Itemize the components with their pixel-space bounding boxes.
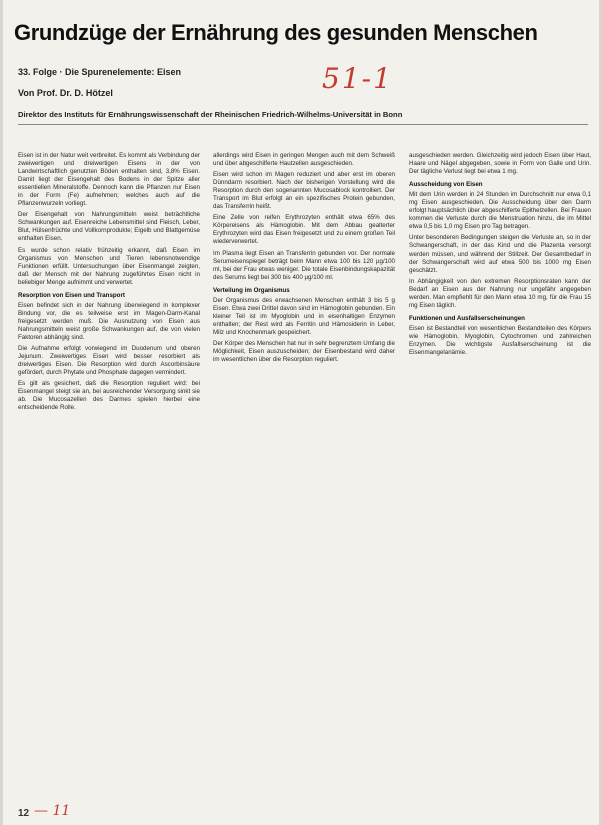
section-heading: Resorption von Eisen und Transport <box>18 291 125 299</box>
paragraph: Eisen ist Bestandteil von wesentlichen Bestandteilen des Körpers wie Hämoglobin, Myoglobin, Cytochromen und zahlreichen Enzymen. Die wichtigste Ausfallserscheinung ist die Eisenmangelanämie. <box>409 324 591 357</box>
paragraph: allerdings wird Eisen in geringen Mengen auch mit dem Schweiß und über abgeschilferte Hautzellen ausgeschieden. <box>213 152 395 168</box>
handwritten-annotation: 51-1 <box>322 62 393 95</box>
text-column-3 <box>409 152 591 807</box>
author-institute: Direktor des Instituts für Ernährungswissenschaft der Rheinischen Friedrich-Wilhelms-Universität in Bonn <box>18 110 403 119</box>
paragraph: Eisen befindet sich in der Nahrung überwiegend in komplexer Bindung vor, die es teilweise erst im Magen-Darm-Kanal freigesetzt werden muß. Die Ausnutzung von Eisen aus Nahrungsmitteln weist große Schwankungen auf, die von vielen Faktoren abhängig sind. <box>18 301 200 341</box>
paragraph: Unter besonderen Bedingungen steigen die Verluste an, so in der Schwangerschaft, in der das Kind und die Plazenta versorgt werden müssen, und während der Stillzeit. Der Gesamtbedarf in der Schwangerschaft wird auf etwa 500 bis 1000 mg Eisen geschätzt. <box>409 234 591 274</box>
paragraph: Im Plasma liegt Eisen an Transferrin gebunden vor. Der normale Serumeisenspiegel beträgt beim Mann etwa 100 bis 120 µg/100 ml, bei der Frau etwas weniger. Die totale Eisenbindungskapazität des Serums liegt bei 300 bis 400 µg/100 ml. <box>213 249 395 281</box>
section-heading: Funktionen und Ausfallserscheinungen <box>409 314 525 322</box>
text-column-1 <box>18 152 200 807</box>
paragraph: Eisen ist in der Natur weit verbreitet. Es kommt als Verbindung der zweiwertigen und dreiwertigen Eisens in der von Landwirtschaftlich genutzten Böden enthalten sind, 3,8% Eisen. Damit liegt der Eisengehalt des Bodens in der Spitze aller essentiellen Mineralstoffe. Dennoch kann die Pflanzen nur Eisen in der Form (Fe) aufnehmen; welches auch auf die Pflanzenwurzeln vorliegt. <box>18 152 200 208</box>
paragraph: ausgeschieden werden. Gleichzeitig wird jedoch Eisen über Haut, Haare und Nägel abgegeben, sowie in Form von Galle und Urin. Der tägliche Verlust liegt bei etwa 1 mg. <box>409 152 591 176</box>
paragraph: Der Organismus des erwachsenen Menschen enthält 3 bis 5 g Eisen. Etwa zwei Drittel davon sind im Hämoglobin gebunden. Ein kleiner Teil ist im Myoglobin und in eisenhaltigen Enzymen enthalten; der Rest wird als Ferritin und Hämosiderin in Leber, Milz und Knochenmark gespeichert. <box>213 296 395 336</box>
section-heading: Ausscheidung von Eisen <box>409 181 483 189</box>
header-divider <box>18 124 588 125</box>
handwritten-page-annotation: — 11 <box>34 803 71 819</box>
paragraph: Es gilt als gesichert, daß die Resorption reguliert wird: bei Eisenmangel steigt sie an, bei ausreichender Versorgung sinkt sie ab. Die Mucosazellen des Darmes spielen hierbei eine entscheidende Rolle. <box>18 380 200 412</box>
article-title: Grundzüge der Ernährung des gesunden Menschen <box>14 20 538 45</box>
article-author: Von Prof. Dr. D. Hötzel <box>18 88 113 98</box>
paragraph: Die Aufnahme erfolgt vorwiegend im Duodenum und oberen Jejunum. Zweiwertiges Eisen wird besser resorbiert als dreiwertiges Eisen. Die Resorption wird durch Ascorbinsäure gefördert, durch Phytate und Phosphate dagegen vermindert. <box>18 345 200 377</box>
paragraph: Eisen wird schon im Magen reduziert und aber erst im oberen Dünndarm resorbiert. Nach der bisherigen Vorstellung wird die Resorption durch den sogenannten Mucosablock kontrolliert. Der Transport im Blut erfolgt an ein spezifisches Protein gebunden, das Transferrin heißt. <box>213 171 395 211</box>
article-series: 33. Folge · Die Spurenelemente: Eisen <box>18 67 182 77</box>
paragraph: Eine Zelle von reifen Erythrozyten enthält etwa 65% des Körpereisens als Hämoglobin. Mit dem Abbau gealterter Erythrozyten wird das Eisen freigesetzt und zu einem großen Teil wiederverwertet. <box>213 214 395 246</box>
section-heading: Verteilung im Organismus <box>213 286 290 294</box>
paragraph: Mit dem Urin werden in 24 Stunden im Durchschnitt nur etwa 0,1 mg Eisen ausgeschieden. Die Ausscheidung über den Darm erfolgt hauptsächlich über abgeschilferte Epithelzellen. Bei Frauen kommen die Verluste durch die Menstruation hinzu, die im Mittel etwa 0,5 bis 1,0 mg Eisen pro Tag betragen. <box>409 191 591 231</box>
paragraph: Es wurde schon relativ frühzeitig erkannt, daß Eisen im Organismus von Menschen und Tieren lebensnotwendige Funktionen erfüllt. Untersuchungen über Eisenmangel zeigten, daß der Mensch mit der Nahrung zugeführtes Eisen nicht in beliebiger Menge aufnimmt und verwertet. <box>18 246 200 286</box>
paragraph: Der Eisengehalt von Nahrungsmitteln weist beträchtliche Schwankungen auf. Eisenreiche Lebensmittel sind Fleisch, Leber, Blut, Hülsenfrüchte und Vollkornprodukte; Eigelb und Blattgemüse enthalten Eisen. <box>18 211 200 243</box>
page-number: 12 <box>18 808 30 819</box>
paragraph: In Abhängigkeit von den extremen Resorptionsraten kann der Bedarf an Eisen aus der Nahrung nur ungefähr angegeben werden. Man empfiehlt für den Mann etwa 10 mg, für die Frau 15 mg Eisen täglich. <box>409 277 591 309</box>
text-column-2 <box>213 152 395 807</box>
paragraph: Der Körper des Menschen hat nur in sehr begrenztem Umfang die Möglichkeit, Eisen auszuscheiden; der Eisenbestand wird daher im wesentlichen über die Resorption reguliert. <box>213 339 395 364</box>
page-edge-left <box>0 0 3 825</box>
